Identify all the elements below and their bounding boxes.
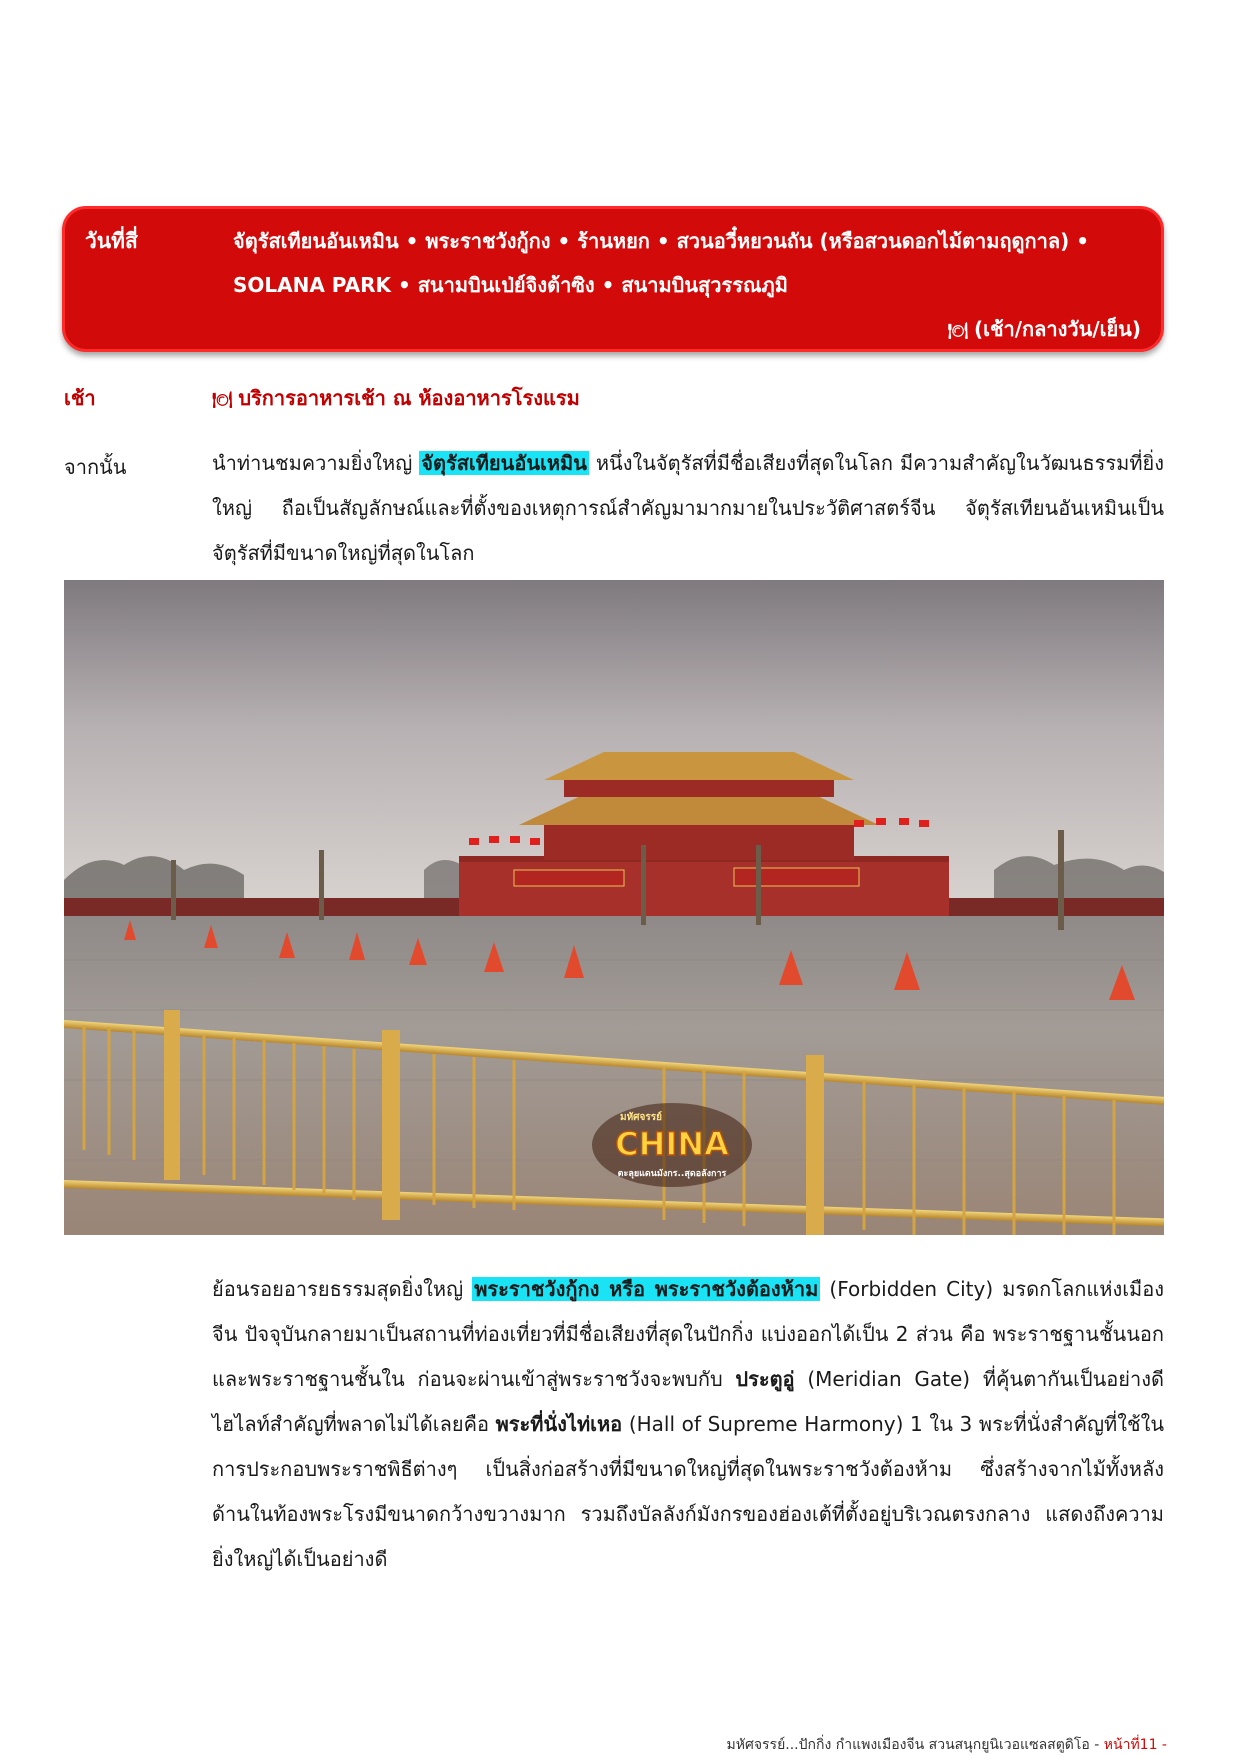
breakfast-meal-icon: 🍽: [212, 390, 233, 409]
day-header-banner: [62, 206, 1164, 352]
forbidden-city-paragraph: [212, 1267, 1164, 1582]
then-label: จากนั้น: [64, 455, 127, 479]
day-meals: [948, 313, 1141, 345]
day-itinerary-line-1: จัตุรัสเทียนอันเหมิน • พระราชวังกู้กง • ร้านหยก • สวนอวี๋หยวนถัน (หรือสวนดอกไม้ตามฤดูกาล) •: [233, 229, 1090, 253]
forbidden-text-c: (Meridian Gate) ที่คุ้นตากันเป็นอย่างดี ไฮไลท์สำคัญที่พลาดไม่ได้เลยคือ: [212, 1367, 1164, 1436]
page-footer: [726, 1734, 1167, 1756]
photo-gate-base: [459, 860, 949, 920]
tiananmen-text-b: หนึ่งในจัตุรัสที่มีชื่อเสียงที่สุดในโลก มีความสำคัญในวัฒนธรรมที่ยิ่งใหญ่ ถือเป็นสัญลักษณ์และที่ตั้งของเหตุการณ์สำคัญมามากมายในประวัติศาสตร์จีน จัตุรัสเทียนอันเหมินเป็นจัตุรัสที่มีขนาดใหญ่ที่สุดในโลก: [212, 451, 1164, 565]
logo-sub-text: ตะลุยแดนมังกร..สุดอลังการ: [617, 1169, 727, 1179]
day-itinerary-line-2: SOLANA PARK • สนามบินเป่ย์จิงต้าซิง • สนามบินสุวรรณภูมิ: [233, 273, 788, 297]
tiananmen-text-a: นำท่านชมความยิ่งใหญ่: [212, 451, 420, 475]
china-logo-watermark: [592, 1103, 752, 1187]
tiananmen-paragraph: [212, 441, 1164, 576]
meals-text: (เช้า/กลางวัน/เย็น): [973, 317, 1141, 341]
page-number: หน้าที่11 -: [1103, 1737, 1167, 1753]
tiananmen-photo: [64, 580, 1164, 1235]
supreme-harmony-name: พระที่นั่งไท่เหอ: [495, 1412, 623, 1436]
breakfast-label: เช้า: [64, 386, 96, 410]
forbidden-highlight: พระราชวังกู้กง หรือ พระราชวังต้องห้าม: [474, 1277, 819, 1301]
forbidden-text-b: (Forbidden City) มรดกโลกแห่งเมืองจีน ปัจจุบันกลายมาเป็นสถานที่ท่องเที่ยวที่มีชื่อเสียงที่สุดในปักกิ่ง แบ่งออกได้เป็น 2 ส่วน คือ พระราชฐานชั้นนอก และพระราชฐานชั้นใน ก่อนจะผ่านเข้าสู่พระราชวังจะพบกับ: [212, 1277, 1165, 1391]
footer-text: มหัศจรรย์...ปักกิ่ง กำแพงเมืองจีน สวนสนุกยูนิเวอแซลสตูดิโอ -: [726, 1737, 1104, 1753]
logo-main-text: CHINA: [615, 1125, 729, 1163]
forbidden-text-d: (Hall of Supreme Harmony) 1 ใน 3 พระที่นั่งสำคัญที่ใช้ในการประกอบพระราชพิธีต่างๆ เป็นสิ่งก่อสร้างที่มีขนาดใหญ่ที่สุดในพระราชวังต้องห้าม ซึ่งสร้างจากไม้ทั้งหลัง ด้านในท้องพระโรงมีขนาดกว้างขวางมาก รวมถึงบัลลังก์มังกรของฮ่องเต้ที่ตั้งอยู่บริเวณตรงกลาง แสดงถึงความยิ่งใหญ่ได้เป็นอย่างดี: [212, 1412, 1165, 1571]
breakfast-text: [212, 382, 580, 414]
breakfast-description: บริการอาหารเช้า ณ ห้องอาหารโรงแรม: [238, 386, 580, 410]
forbidden-text-a: ย้อนรอยอารยธรรมสุดยิ่งใหญ่: [212, 1277, 473, 1301]
logo-top-text: มหัศจรรย์: [620, 1112, 662, 1123]
tiananmen-highlight: จัตุรัสเทียนอันเหมิน: [421, 451, 587, 475]
meal-icon: 🍽: [947, 321, 968, 340]
day-label: วันที่สี่: [85, 229, 138, 253]
meridian-gate-name: ประตูอู่: [735, 1367, 795, 1391]
